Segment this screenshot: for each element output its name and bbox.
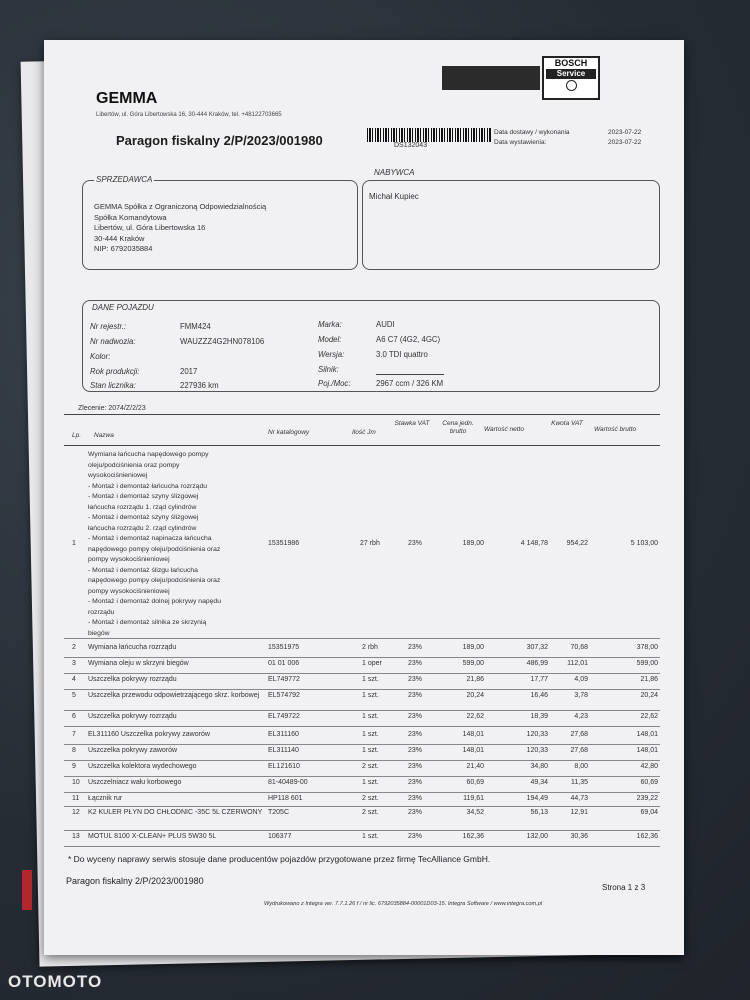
seller-address-line: Libertów, ul. Góra Libertowska 16, 30-444 Kraków, tel. +48122703665 [96,112,282,118]
cell-lp: 10 [72,779,80,786]
cell-vat-amount: 8,00 [574,763,588,770]
cell-catalog: 15351975 [268,644,300,651]
cell-gross: 20,24 [640,692,658,699]
cell-gross: 378,00 [636,644,658,651]
issue-date: 2023-07-22 [608,139,642,146]
cell-catalog: EL749772 [268,676,300,683]
cell-vat-amount: 70,68 [570,644,588,651]
table-top-rule [64,414,660,415]
cell-name: EL311160 Uszczelka pokrywy zaworów [88,731,210,738]
cell-unit: 119,61 [463,795,484,802]
bosch-text: BOSCH [554,58,588,68]
row-rule [64,657,660,658]
desc-line: łańcucha rozrządu 2. rząd cylindrów [88,524,197,532]
cell-qty: 1 oper [362,660,382,667]
cell-vat: 23% [408,833,423,840]
cell-qty: 1 szt. [362,692,379,699]
desc-line: - Montaż i demontaż ślizgu łańcucha [88,566,198,574]
mileage-value: 227936 km [180,381,219,390]
cell-name: Uszczelka pokrywy zaworów [88,747,178,754]
cell-qty: 2 szt. [362,763,379,770]
col-net: Wartość netto [484,426,524,433]
desc-line: napędowego pompy oleju/podciśnienia oraz [88,577,221,584]
header-bar [442,66,540,90]
row-1-net: 4 148,78 [520,540,548,547]
cell-catalog: EL749722 [268,713,300,720]
cell-qty: 1 szt. [362,676,379,683]
cell-vat-amount: 112,01 [567,660,588,667]
cell-catalog: 01 01 006 [268,660,300,667]
cell-unit: 162,36 [462,833,484,840]
barcode-icon [367,128,491,142]
row-1-catalog: 15351986 [268,540,300,547]
cell-name: MOTUL 8100 X-CLEAN+ PLUS 5W30 5L [88,833,217,840]
cell-catalog: EL311160 [268,731,299,738]
cell-qty: 2 rbh [362,644,378,651]
cell-lp: 2 [72,644,76,651]
desc-line: pompy wysokociśnieniowej [88,587,170,595]
row-rule [64,806,660,807]
cell-vat: 23% [408,660,423,667]
desc-line: - Montaż i demontaż dolnej pokrywy napędu [88,598,221,605]
bosch-service-logo [542,56,600,100]
cell-lp: 8 [72,747,76,754]
col-qty: Ilość Jm [352,429,376,436]
desc-line: biegów [88,629,110,637]
cell-name: Wymiana łańcucha rozrządu [88,644,177,651]
desc-line: wysokociśnieniowej [88,472,148,479]
col-unit-gross: Cena jedn. brutto [442,420,474,435]
buyer-name: Michał Kupiec [369,192,419,201]
cell-vat: 23% [408,795,423,802]
row-rule [64,776,660,777]
seller-details [94,202,266,255]
cell-catalog: EL574792 [268,692,300,699]
cell-qty: 1 szt. [362,731,379,738]
cell-name: Uszczelka pokrywy rozrządu [88,713,177,720]
desc-line: oleju/podciśnienia oraz pompy [88,461,180,469]
cell-catalog: EL311140 [268,747,299,754]
cell-net: 49,34 [530,779,548,786]
cell-vat-amount: 3,78 [574,692,588,699]
cell-gross: 148,01 [636,731,658,738]
year-value: 2017 [180,367,198,376]
color-label: Kolor: [90,352,111,361]
cell-unit: 599,00 [462,660,484,667]
cell-gross: 599,00 [636,660,658,667]
footer-document-title: Paragon fiskalny 2/P/2023/001980 [66,876,204,886]
model-value: A6 C7 (4G2, 4GC) [376,335,441,344]
cell-unit: 21,86 [466,676,484,683]
cell-vat: 23% [408,676,423,683]
capacity-label: Poj./Moc: [318,379,351,388]
cell-catalog: 106377 [268,833,292,840]
cell-vat: 23% [408,713,423,720]
col-vat-rate: Stawka VAT [394,420,430,427]
cell-gross: 21,86 [640,676,658,683]
cell-net: 18,39 [530,713,548,720]
buyer-label: NABYWCA [374,168,415,177]
cell-vat-amount: 27,68 [570,731,588,738]
document-title: Paragon fiskalny 2/P/2023/001980 [116,133,323,148]
desc-line: - Montaż i demontaż łańcucha rozrządu [88,482,208,490]
cell-gross: 148,01 [636,747,658,754]
cell-gross: 22,62 [640,713,658,720]
cell-name: Uszczelniacz wału korbowego [88,779,182,786]
col-lp: Lp. [72,432,82,439]
row-rule [64,830,660,831]
cell-lp: 4 [72,676,76,683]
cell-vat-amount: 4,09 [574,676,588,683]
cell-vat: 23% [408,809,423,816]
row-rule [64,744,660,745]
cell-vat-amount: 44,73 [570,795,588,802]
cell-qty: 2 szt. [362,795,379,802]
col-gross: Wartość brutto [594,426,637,433]
desc-line: pompy wysokociśnieniowej [88,556,170,563]
cell-gross: 162,36 [636,833,658,840]
delivery-date: 2023-07-22 [608,129,642,136]
desc-line: - Montaż i demontaż szyny ślizgowej [88,493,199,500]
vehicle-box [82,300,660,392]
cell-gross: 42,80 [640,763,658,770]
receipt-page [44,40,684,955]
cell-qty: 1 szt. [362,833,379,840]
cell-gross: 60,69 [640,779,658,786]
cell-qty: 1 szt. [362,779,379,786]
desc-line: - Montaż i demontaż szyny ślizgowej [88,514,199,521]
red-folder-edge [22,870,32,910]
cell-vat: 23% [408,644,423,651]
desc-line: rozrządu [88,608,115,616]
reg-label: Nr rejestr.: [90,322,127,331]
cell-vat: 23% [408,779,423,786]
cell-vat-amount: 27,68 [570,747,588,754]
cell-lp: 3 [72,660,76,667]
cell-vat: 23% [408,692,423,699]
cell-lp: 12 [72,809,80,816]
barcode-text: DS132043 [394,142,428,149]
row-1-description [88,450,221,639]
cell-lp: 13 [72,833,80,840]
document-dates [494,128,694,148]
table-header-rule [64,445,660,446]
cell-lp: 6 [72,713,76,720]
engine-value [376,365,444,375]
printed-by: Wydrukowano z Integra ver. 7.7.1.26 f / nr lic. 6792035884-00001D03-15. Integra Software / www.integra.com.pl [264,901,543,907]
cell-gross: 69,04 [640,809,658,816]
cell-net: 56,13 [530,809,548,816]
issue-date-label: Data wystawienia: [494,139,547,146]
row-rule [64,726,660,727]
capacity-value: 2967 ccm / 326 KM [376,379,444,388]
seller-line: GEMMA Spółka z Ograniczoną Odpowiedzialnością [94,202,267,211]
row-1-qty: 27 rbh [360,540,380,547]
cell-lp: 5 [72,692,76,699]
cell-name: Łącznik rur [88,795,123,802]
cell-qty: 1 szt. [362,713,379,720]
version-label: Wersja: [318,350,345,359]
engine-label: Silnik: [318,365,339,374]
cell-net: 17,77 [530,676,548,683]
cell-vat: 23% [408,763,423,770]
cell-unit: 20,24 [466,692,484,699]
cell-name: Wymiana oleju w skrzyni biegów [88,660,189,667]
cell-catalog: EL121610 [268,763,300,770]
cell-net: 307,32 [526,644,548,651]
cell-unit: 34,52 [466,809,484,816]
cell-vat-amount: 12,91 [570,809,588,816]
row-rule [64,760,660,761]
cell-net: 16,46 [530,692,548,699]
cell-unit: 22,62 [466,713,484,720]
year-label: Rok produkcji: [90,367,140,376]
row-1-lp: 1 [72,540,76,547]
cell-unit: 148,01 [462,731,484,738]
mileage-label: Stan licznika: [90,381,136,390]
bosch-emblem-icon [566,80,577,91]
cell-net: 120,33 [526,731,548,738]
seller-label: SPRZEDAWCA [96,175,153,184]
make-value: AUDI [376,320,395,329]
desc-line: napędowego pompy oleju/podciśnienia oraz [88,545,221,553]
row-rule [64,792,660,793]
make-label: Marka: [318,320,342,329]
cell-unit: 60,69 [466,779,484,786]
cell-vat-amount: 11,35 [571,779,588,786]
cell-net: 194,49 [526,795,548,802]
desc-line: - Montaż i demontaż napinacza łańcucha [88,535,212,542]
cell-qty: 2 szt. [362,809,379,816]
cell-lp: 11 [72,795,80,802]
cell-net: 486,99 [526,660,548,667]
seller-line: Spółka Komandytowa [94,212,167,222]
seller-line: 30-444 Kraków [94,233,145,243]
service-text: Service [546,69,596,79]
row-1-unit: 189,00 [462,540,484,547]
seller-line: Libertów, ul. Góra Libertowska 16 [94,223,206,232]
cell-name: Uszczelka przewodu odpowietrzającego skrz. korbowej [88,692,260,699]
cell-net: 120,33 [526,747,548,754]
footnote: * Do wyceny naprawy serwis stosuje dane producentów pojazdów przygotowane przez firmę TecAlliance GmbH. [68,854,491,864]
cell-catalog: HP118 601 [268,795,303,802]
cell-vat: 23% [408,747,423,754]
cell-unit: 21,40 [466,763,484,770]
vehicle-label: DANE POJAZDU [92,303,154,312]
cell-name: Uszczelka kolektora wydechowego [88,763,197,770]
version-value: 3.0 TDI quattro [376,350,428,359]
cell-name: Uszczelka pokrywy rozrządu [88,676,177,683]
cell-name: K2 KULER PŁYN DO CHŁODNIC -35C 5L CZERWONY [88,809,263,816]
row-rule [64,689,660,690]
watermark: OTOMOTO [8,972,103,991]
col-name: Nazwa [94,432,114,439]
cell-net: 34,80 [530,763,548,770]
row-rule [64,710,660,711]
vin-value: WAUZZZ4G2HN078106 [180,337,265,346]
cell-unit: 148,01 [462,747,484,754]
order-number: Zlecenie: 2074/Z/2/23 [78,405,146,412]
col-vat-amount: Kwota VAT [551,420,583,427]
cell-gross: 239,22 [636,795,658,802]
row-rule [64,846,660,847]
row-1-gross: 5 103,00 [630,540,658,547]
row-1-vat-amount: 954,22 [566,540,588,547]
model-label: Model: [318,335,342,344]
desc-line: łańcucha rozrządu 1. rząd cylindrów [88,503,197,511]
vin-label: Nr nadwozia: [90,337,136,346]
delivery-date-label: Data dostawy / wykonania [494,129,570,136]
cell-vat-amount: 30,36 [570,833,588,840]
cell-vat: 23% [408,731,423,738]
cell-vat-amount: 4,23 [574,713,588,720]
cell-catalog: 81-40489-00 [268,779,308,786]
desc-line: Wymiana łańcucha napędowego pompy [88,451,209,458]
cell-unit: 189,00 [462,644,484,651]
seller-line: NIP: 6792035884 [94,244,153,253]
col-catalog: Nr katalogowy [268,429,310,436]
cell-lp: 7 [72,731,76,738]
row-rule [64,673,660,674]
cell-catalog: T205C [268,809,290,816]
seller-logo: GEMMA [96,90,158,107]
desc-line: - Montaż i demontaż silnika ze skrzynią [88,619,207,626]
cell-qty: 1 szt. [362,747,379,754]
row-rule [64,638,660,639]
page-number: Strona 1 z 3 [602,883,646,892]
cell-lp: 9 [72,763,76,770]
reg-value: FMM424 [180,322,211,331]
cell-net: 132,00 [526,833,548,840]
row-1-vat-rate: 23% [408,540,423,547]
